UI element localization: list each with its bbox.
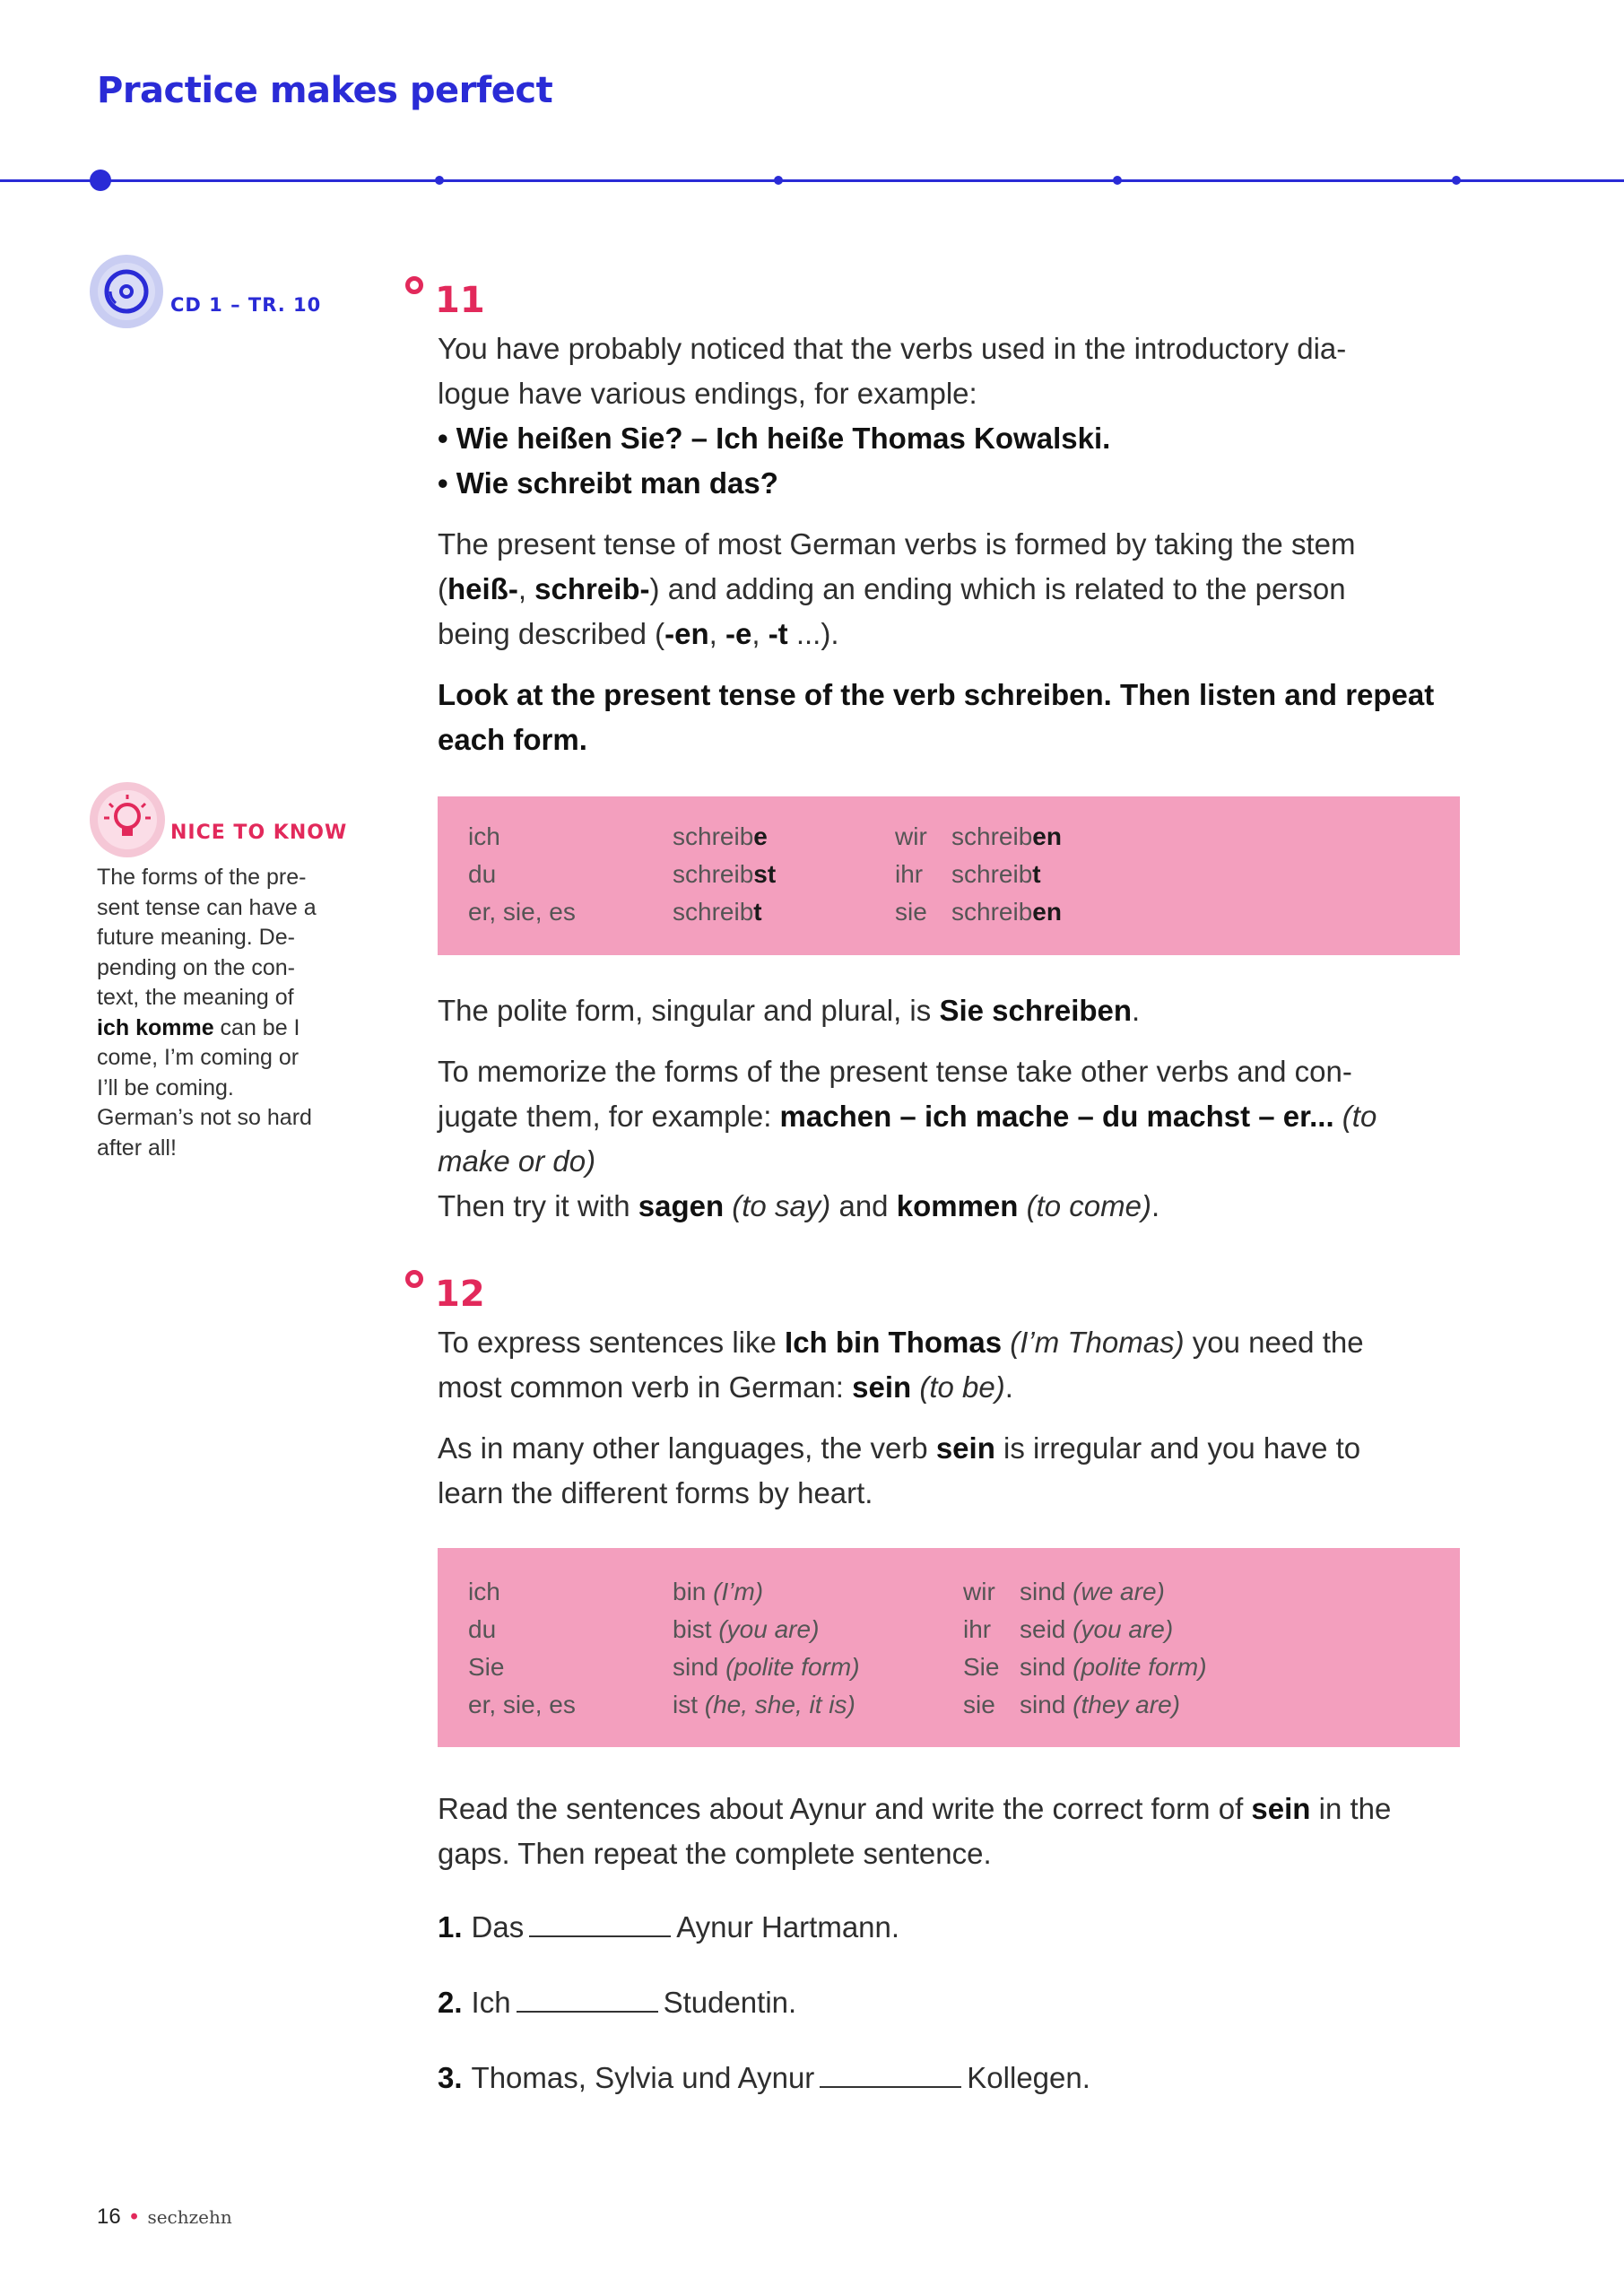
table-row: Sie sind (polite form) Sie sind (polite form): [468, 1653, 1207, 1681]
header-rule: [0, 179, 1624, 182]
rule-dot: [1113, 176, 1122, 185]
polite-form-text: The polite form, singular and plural, is Sie schreiben.: [438, 994, 1141, 1027]
nice-to-know-text: The forms of the pre- sent tense can have a future meaning. De- pending on the con- text, the meaning of ich komme can be I come, I’m coming or I’ll be coming. German’s not so hard after all!: [97, 865, 317, 1161]
memorize-text: To memorize the forms of the present tense take other verbs and con- jugate them, for example: machen – ich mache – du machst – er... (to make or do) Then try it with sagen (to say) and kommen (to come).: [438, 1055, 1377, 1222]
page-number-word: sechzehn: [147, 2206, 232, 2228]
footer-bullet: •: [130, 2205, 138, 2229]
gap-blank[interactable]: [517, 1984, 658, 2013]
exercise-11-intro: You have probably noticed that the verbs used in the introductory dia- logue have various endings, for example: • Wie heißen Sie? – Ich heiße Thomas Kowalski. • Wie schreibt man das?: [438, 332, 1347, 500]
cd-icon: [90, 255, 163, 328]
gap-blank[interactable]: [820, 2059, 961, 2088]
exercise-marker-icon: [405, 1270, 423, 1288]
exercise-12-intro: To express sentences like Ich bin Thomas (I’m Thomas) you need the most common verb in German: sein (to be).: [438, 1326, 1364, 1404]
gap-blank[interactable]: [529, 1909, 671, 1937]
rule-dot: [774, 176, 783, 185]
exercise-12-explanation: As in many other languages, the verb sein is irregular and you have to learn the different forms by heart.: [438, 1431, 1361, 1509]
gap-item-1: 1. Das Aynur Hartmann.: [438, 1910, 900, 1944]
table-row: er, sie, es ist (he, she, it is) sie sind (they are): [468, 1691, 1180, 1718]
lightbulb-icon: [90, 782, 165, 857]
schreiben-conjugation-table: [438, 796, 1460, 955]
table-row: ich schreibe wir schreiben: [468, 822, 1062, 850]
nice-to-know-label: NICE TO KNOW: [170, 822, 348, 844]
exercise-11-explanation: The present tense of most German verbs is formed by taking the stem (heiß-, schreib-) and adding an ending which is related to the person being described (-en, -e, -t ...).: [438, 527, 1356, 650]
exercise-marker-icon: [405, 276, 423, 294]
page-footer: [97, 2205, 232, 2230]
exercise-12-instruction: Read the sentences about Aynur and write the correct form of sein in the gaps. Then repeat the complete sentence.: [438, 1792, 1392, 1870]
table-row: ich bin (I’m) wir sind (we are): [468, 1578, 1165, 1605]
exercise-11-instruction: Look at the present tense of the verb schreiben. Then listen and repeat each form.: [438, 678, 1435, 756]
gap-item-3: 3. Thomas, Sylvia und Aynur Kollegen.: [438, 2061, 1090, 2094]
page-title: Practice makes perfect: [97, 70, 553, 111]
rule-dot: [435, 176, 444, 185]
page-number: 16: [97, 2205, 121, 2229]
table-row: du schreibst ihr schreibt: [468, 860, 1041, 888]
sein-conjugation-table: [438, 1548, 1460, 1747]
cd-track-label: CD 1 – TR. 10: [170, 294, 322, 316]
table-row: er, sie, es schreibt sie schreiben: [468, 898, 1062, 926]
table-row: du bist (you are) ihr seid (you are): [468, 1615, 1174, 1643]
gap-item-2: 2. Ich Studentin.: [438, 1986, 797, 2019]
rule-dot-large: [90, 170, 111, 191]
rule-dot: [1452, 176, 1461, 185]
